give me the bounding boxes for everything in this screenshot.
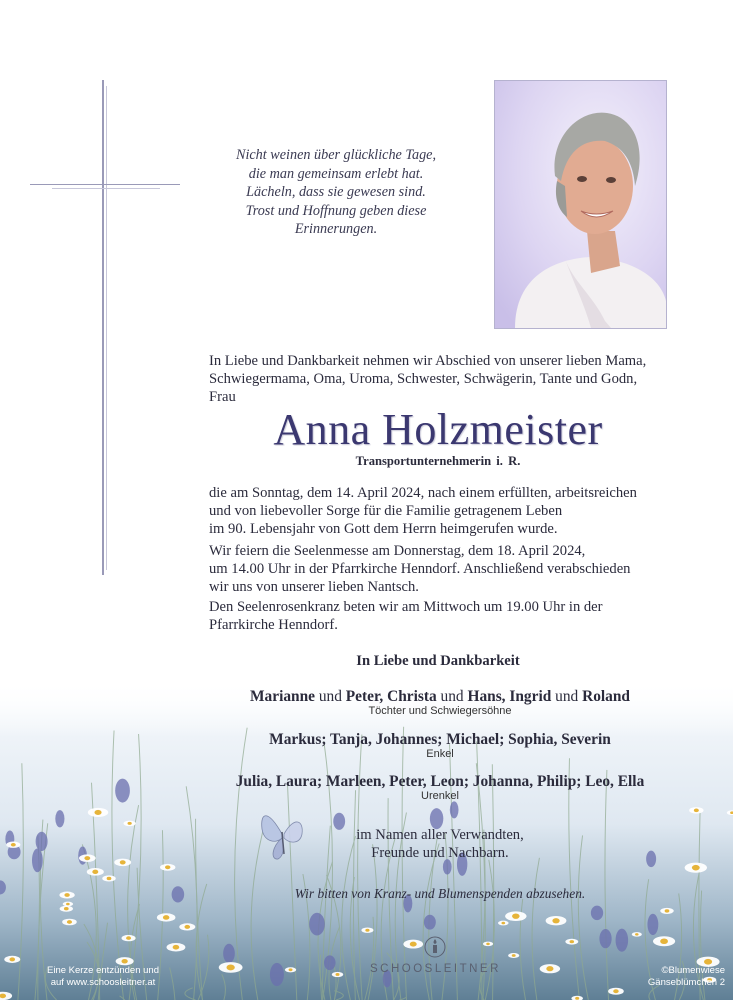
mass-line: um 14.00 Uhr in der Pfarrkirche Henndorf. Anschließend verabschieden <box>209 561 631 577</box>
mass-text <box>209 542 667 596</box>
footer-line: Eine Kerze entzünden und <box>47 965 159 976</box>
poem-line: Nicht weinen über glückliche Tage, <box>235 147 437 163</box>
deceased-name: Anna Holzmeister <box>273 405 603 454</box>
passing-line: die am Sonntag, dem 14. April 2024, nach einem erfüllten, arbeitsreichen <box>209 485 637 501</box>
conjunction: und <box>315 688 346 705</box>
conjunction: und <box>551 688 583 705</box>
name-group: Roland <box>582 688 630 705</box>
portrait-photo <box>494 80 667 329</box>
intro-line: Frau <box>209 389 236 405</box>
name-group: Marianne <box>250 688 315 705</box>
rosary-text <box>209 598 667 634</box>
footer-line: auf www.schoosleitner.at <box>50 977 156 988</box>
funeral-home-logo <box>370 936 500 975</box>
rosary-line: Den Seelenrosenkranz beten wir am Mittwoch um 19.00 Uhr in der <box>209 599 603 615</box>
logo-text: SCHOOSLEITNER <box>370 963 501 975</box>
rosary-line: Pfarrkirche Henndorf. <box>209 617 338 633</box>
name-group: Hans, Ingrid <box>467 688 552 705</box>
occupation: Transportunternehmerin i. R. <box>355 454 521 468</box>
closing-heading: In Liebe und Dankbarkeit <box>356 653 520 669</box>
conjunction: und <box>436 688 468 705</box>
poem-line: Erinnerungen. <box>294 221 378 237</box>
children-relation: Töchter und Schwiegersöhne <box>368 705 512 717</box>
poem-line: Lächeln, dass sie gewesen sind. <box>246 184 426 200</box>
relatives-note <box>170 826 710 862</box>
flower-donation-plea: Wir bitten von Kranz- und Blumenspenden abzusehen. <box>294 886 586 901</box>
candle-logo-icon <box>424 936 446 958</box>
children-names <box>170 688 710 706</box>
passing-line: und von liebevoller Sorge für die Familie getragenem Leben <box>209 503 563 519</box>
grandchildren-relation: Enkel <box>426 748 454 760</box>
credit-line: Gänseblümchen 2 <box>647 977 725 988</box>
poem <box>220 146 452 239</box>
grandchildren-names: Markus; Tanja, Johannes; Michael; Sophia, Severin <box>269 731 611 748</box>
name-group: Peter, Christa <box>345 688 437 705</box>
relatives-line: im Namen aller Verwandten, <box>356 827 524 843</box>
intro-text <box>209 352 667 406</box>
passing-text <box>209 484 667 538</box>
intro-line: Schwiegermama, Oma, Uroma, Schwester, Schwägerin, Tante und Godn, <box>209 371 638 387</box>
mass-line: wir uns von unserer lieben Nantsch. <box>209 579 419 595</box>
great-grandchildren-relation: Urenkel <box>421 790 459 802</box>
poem-line: Trost und Hoffnung geben diese <box>245 202 427 219</box>
passing-line: im 90. Lebensjahr von Gott dem Herrn heimgerufen wurde. <box>209 521 558 537</box>
mass-line: Wir feiern die Seelenmesse am Donnerstag, dem 18. April 2024, <box>209 543 586 559</box>
image-credit <box>560 965 725 989</box>
intro-line: In Liebe und Dankbarkeit nehmen wir Abschied von unserer lieben Mama, <box>209 353 647 369</box>
relatives-line: Freunde und Nachbarn. <box>371 845 509 861</box>
poem-line: die man gemeinsam erlebt hat. <box>248 165 424 182</box>
great-grandchildren-names: Julia, Laura; Marleen, Peter, Leon; Johanna, Philip; Leo, Ella <box>235 773 645 790</box>
credit-line: ©Blumenwiese <box>661 965 725 976</box>
candle-link[interactable] <box>18 965 188 989</box>
